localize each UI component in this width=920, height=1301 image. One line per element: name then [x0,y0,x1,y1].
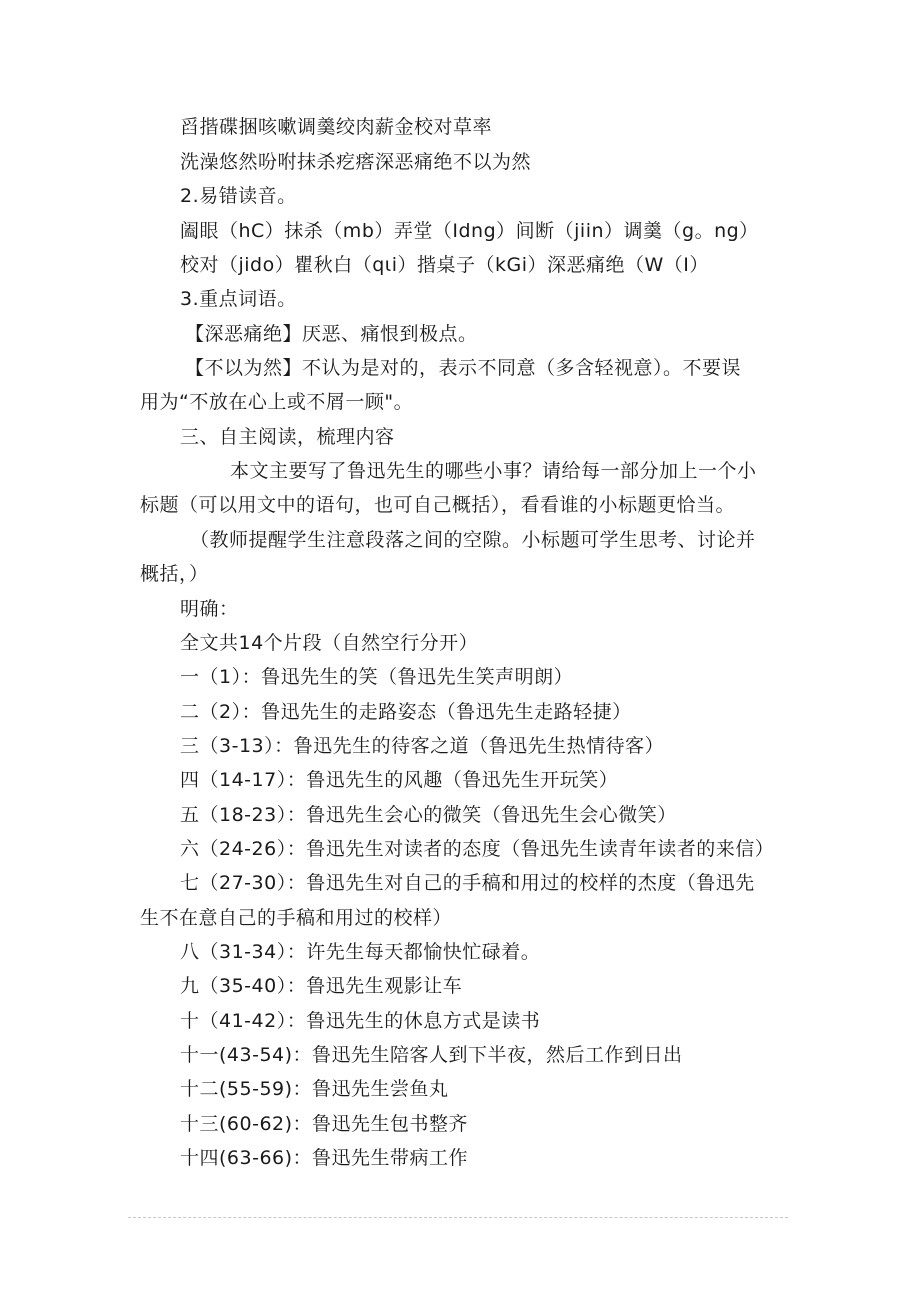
pronunciation-line-1: 阖眼（hC）抹杀（mb）弄堂（Idng）间断（jiin）调羹（g。ng） [180,220,759,242]
keyword-definition-2-continued: 用为“不放在心上或不屑一顾"。 [140,391,414,413]
reading-question-continued: 标题（可以用文中的语句，也可自己概括），看看谁的小标题更恰当。 [140,494,736,516]
bottom-divider [128,1217,788,1218]
pronunciation-line-2: 校对（jido）瞿秋白（qιi）揩桌子（kGi）深恶痛绝（W（I） [180,254,709,276]
keyword-definition-1: 【深恶痛绝】厌恶、痛恨到极点。 [185,323,478,345]
vocab-line-2: 洗澡悠然吩咐抹杀疙瘩深恶痛绝不以为然 [180,151,532,173]
fragment-item-4: 四（14-17）：鲁迅先生的风趣（鲁迅先生开玩笑） [180,769,619,791]
fragment-item-5: 五（18-23）：鲁迅先生会心的微笑（鲁迅先生会心微笑） [180,804,677,826]
fragment-item-12: 十二(55-59)：鲁迅先生尝鱼丸 [180,1078,449,1100]
fragment-item-1: 一（1）：鲁迅先生的笑（鲁迅先生笑声明朗） [180,666,574,688]
clarification-label: 明确： [180,598,239,620]
keyword-definition-2: 【不以为然】不认为是对的，表示不同意（多含轻视意）。不要误 [185,357,742,379]
teacher-note: （教师提醒学生注意段落之间的空隙。小标题可学生思考、讨论并 [190,529,756,551]
fragment-item-8: 八（31-34）：许先生每天都愉快忙碌着。 [180,941,541,963]
teacher-note-continued: 概括，） [140,563,209,585]
fragment-item-10: 十（41-42）：鲁迅先生的休息方式是读书 [180,1010,541,1032]
section-heading-keywords: 3.重点词语。 [180,288,297,310]
section-heading-reading: 三、自主阅读，梳理内容 [180,426,395,448]
fragment-item-2: 二（2）：鲁迅先生的走路姿态（鲁迅先生走路轻捷） [180,701,632,723]
fragment-item-3: 三（3-13）：鲁迅先生的待客之道（鲁迅先生热情待客） [180,735,665,757]
fragment-item-11: 十一(43-54)：鲁迅先生陪客人到下半夜，然后工作到日出 [180,1044,683,1066]
fragment-summary: 全文共14个片段（自然空行分开） [180,632,479,654]
vocab-line-1: 舀揩碟捆咳嗽调羹绞肉薪金校对草率 [180,116,493,138]
fragment-item-7: 七（27-30）：鲁迅先生对自己的手稿和用过的校样的杰度（鲁迅先 [180,872,755,894]
section-heading-pronunciation: 2.易错读音。 [180,185,297,207]
fragment-item-7-continued: 生不在意自己的手稿和用过的校样） [140,907,453,929]
reading-question: 本文主要写了鲁迅先生的哪些小事？请给每一部分加上一个小 [230,460,757,482]
fragment-item-9: 九（35-40）：鲁迅先生观影让车 [180,975,463,997]
fragment-item-13: 十三(60-62)：鲁迅先生包书整齐 [180,1113,469,1135]
fragment-item-6: 六（24-26）：鲁迅先生对读者的态度（鲁迅先生读青年读者的来信） [180,838,775,860]
fragment-item-14: 十四(63-66)：鲁迅先生带病工作 [180,1147,469,1169]
